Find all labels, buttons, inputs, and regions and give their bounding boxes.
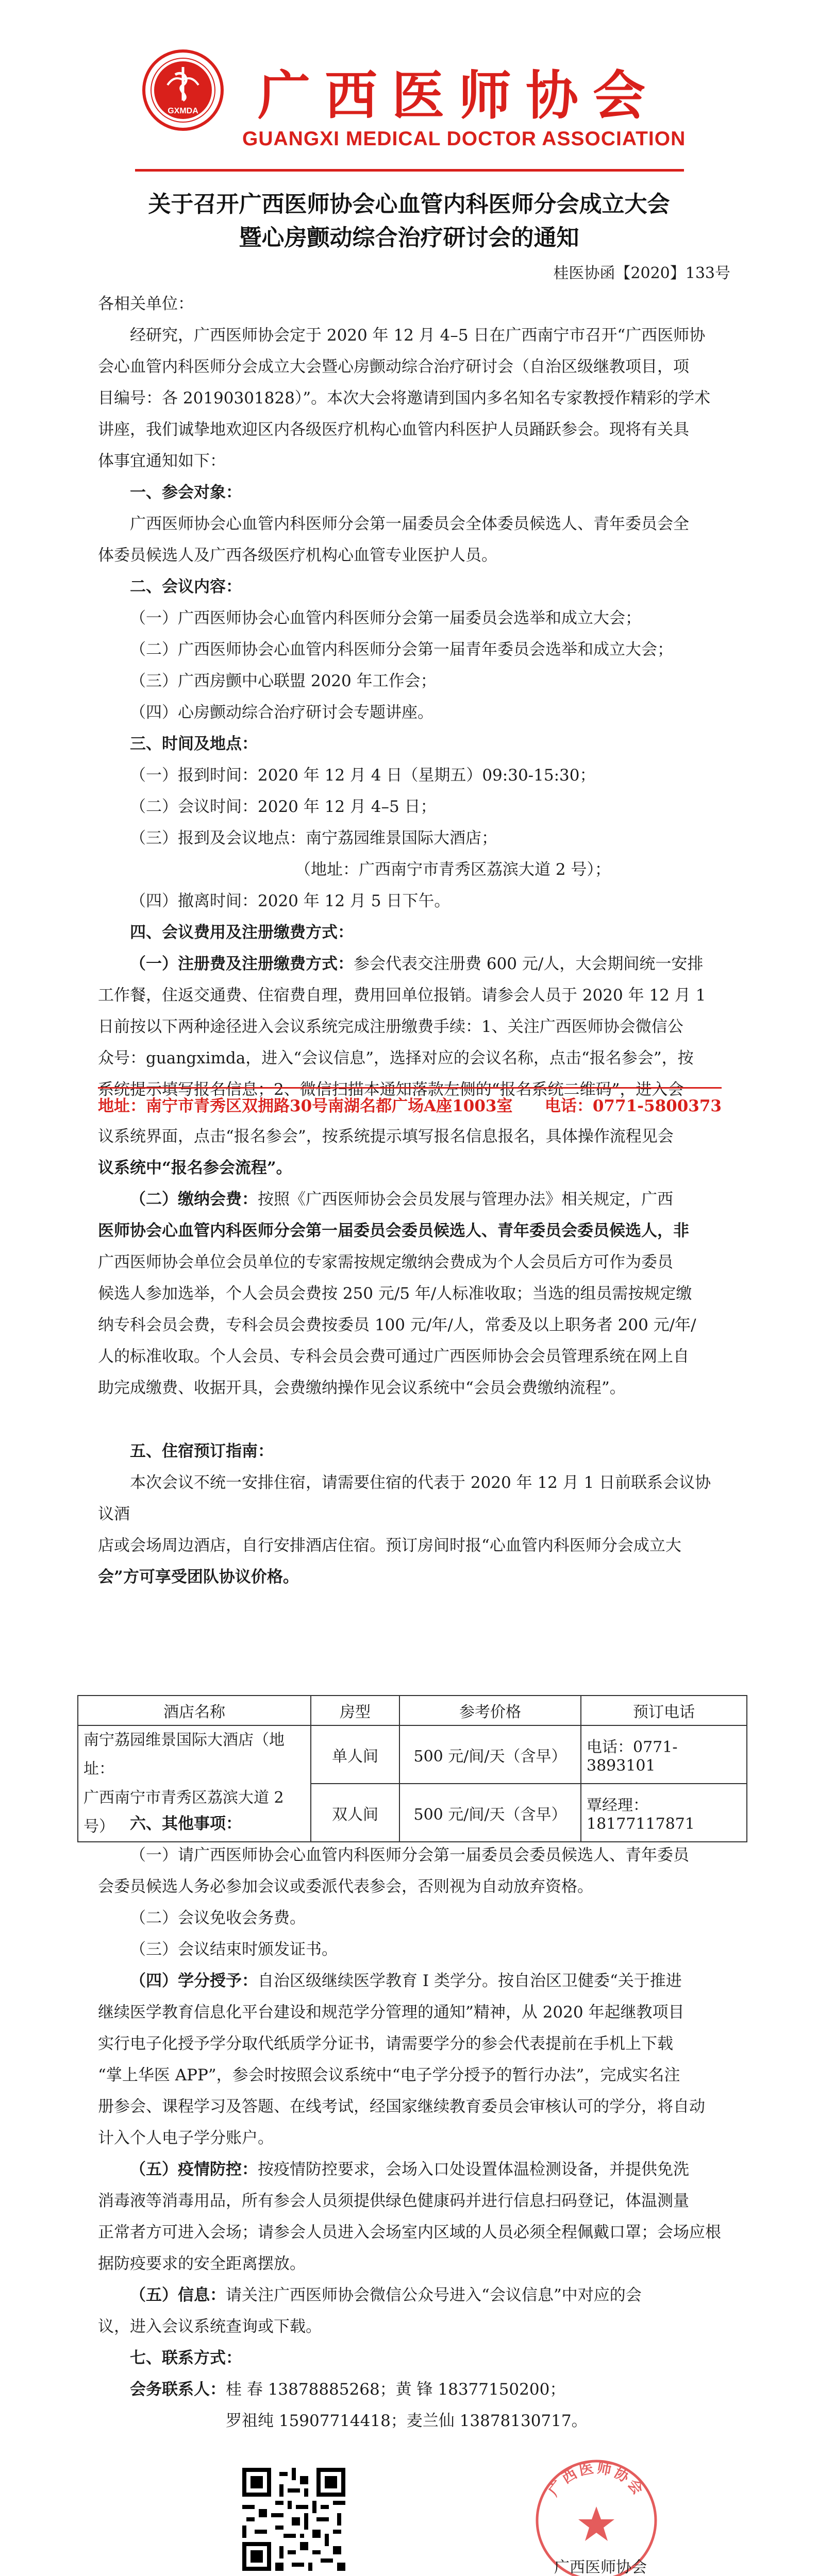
s6-line: （一）请广西医师协会心血管内科医师分会第一届委员会委员候选人、青年委员 — [130, 1846, 689, 1865]
s6-line: 继续医学教育信息化平台建设和规范学分管理的通知”精神，从 2020 年起继教项目 — [98, 2003, 685, 2022]
notice-title-line1: 关于召开广西医师协会心血管内科医师分会成立大会 — [148, 191, 670, 217]
s1-line: 体委员候选人及广西各级医疗机构心血管专业医护人员。 — [98, 546, 497, 565]
col-header-phone: 预订电话 — [581, 1696, 747, 1725]
s4-line — [98, 948, 722, 980]
s4-line: 议系统中“报名参会流程”。 — [98, 1159, 292, 1177]
col-header-hotel: 酒店名称 — [78, 1696, 311, 1725]
s6-line: 据防疫要求的安全距离摆放。 — [98, 2255, 306, 2273]
section-4-fee-paragraph-continued — [98, 1121, 722, 1184]
s3-item: （二）会议时间：2020 年 12 月 4–5 日； — [130, 798, 437, 816]
seal-text: 广西医师协会 — [545, 2459, 648, 2499]
contacts-list-1: 桂 春 13878885268；黄 锋 18377150200； — [226, 2380, 566, 2399]
s6-line: 计入个人电子学分账户。 — [98, 2129, 274, 2147]
org-name: 广西医师协会 — [258, 65, 660, 127]
s6-line: 册参会、课程学习及答题、在线考试，经国家继续教育委员会审核认可的学分，将自动 — [98, 2097, 705, 2116]
intro-line: 体事宜通知如下： — [98, 452, 226, 470]
room-type: 单人间 — [311, 1725, 399, 1784]
col-header-price: 参考价格 — [399, 1696, 581, 1725]
s4-p1-first: 参会代表交注册费 600 元/人，大会期间统一安排 — [354, 955, 704, 973]
org-name-english: GUANGXI MEDICAL DOCTOR ASSOCIATION — [242, 128, 686, 150]
section-4-membership-paragraph — [98, 1184, 722, 1404]
section-4-heading: 四、会议费用及注册缴费方式： — [130, 923, 354, 942]
s6-line: “掌上华医 APP”，参会时按照会议系统中“电子学分授予的暂行办法”，完成实名注 — [98, 2066, 680, 2084]
section-6-heading: 六、其他事项： — [130, 1815, 242, 1833]
greeting: 各相关单位： — [98, 295, 194, 313]
s6-line: 正常者方可进入会场；请参会人员进入会场室内区域的人员必须全程佩戴口罩；会场应根 — [98, 2223, 721, 2242]
s4-line: 候选人参加选举，个人会员会费按 250 元/5 年/人标准收取；当选的组员需按规定缴 — [98, 1284, 692, 1303]
contacts-label: 会务联系人： — [130, 2380, 226, 2399]
s6-line — [98, 2154, 722, 2185]
s6-line: （三）会议结束时颁发证书。 — [130, 1940, 338, 1959]
table-row — [78, 1725, 747, 1784]
hotel-table-header-row — [78, 1696, 747, 1725]
s6-line: （二）会议免收会务费。 — [130, 1909, 306, 1927]
s4-line: 医师协会心血管内科医师分会第一届委员会委员候选人、青年委员会委员候选人，非 — [98, 1222, 689, 1240]
letterhead — [0, 0, 818, 170]
s4-line: 广西医师协会单位会员单位的专家需按规定缴纳会费成为个人会员后方可作为委员 — [98, 1253, 673, 1272]
intro-line: 会心血管内科医师分会成立大会暨心房颤动综合治疗研讨会（自治区级继教项目，项 — [98, 358, 689, 376]
s2-item: （一）广西医师协会心血管内科医师分会第一届委员会选举和成立大会； — [130, 609, 641, 628]
intro-paragraph — [98, 320, 722, 477]
s6-line — [98, 1965, 722, 1997]
s4-p2-lead: （二）缴纳会费： — [130, 1190, 258, 1209]
s4-line: 议系统界面，点击“报名参会”，按系统提示填写报名信息报名，具体操作流程见会 — [98, 1127, 674, 1146]
section-5-heading: 五、住宿预订指南： — [130, 1442, 274, 1461]
hotel-name: 南宁荔园维景国际大酒店（地址： — [84, 1731, 285, 1778]
s6-p4-lead: （四）学分授予： — [130, 1972, 258, 1990]
s6-p4-first: 自治区级继续医学教育 I 类学分。按自治区卫健委“关于推进 — [258, 1972, 682, 1990]
room-price: 500 元/间/天（含早） — [399, 1784, 581, 1842]
s4-line: 系统提示填写报名信息；2、微信扫描本通知落款左侧的“报名系统二维码”，进入会 — [98, 1080, 684, 1099]
s6-line — [98, 2280, 722, 2311]
section-3-heading: 三、时间及地点： — [130, 735, 258, 753]
s6-p5-first: 按疫情防控要求，会场入口处设置体温检测设备，并提供免洗 — [258, 2160, 689, 2179]
section-4-fee-paragraph — [98, 948, 722, 1106]
s3-item: （四）撤离时间：2020 年 12 月 5 日下午。 — [130, 892, 450, 910]
s6-p6-first: 请关注广西医师协会微信公众号进入“会议信息”中对应的会 — [226, 2286, 642, 2304]
s6-line: 实行电子化授予学分取代纸质学分证书，请需要学分的参会代表提前在手机上下载 — [98, 2035, 673, 2053]
notice-title-line2: 暨心房颤动综合治疗研讨会的通知 — [239, 225, 579, 251]
s6-line: 议，进入会议系统查询或下载。 — [98, 2317, 322, 2336]
s5-line: 会”方可享受团队协议价格。 — [98, 1568, 299, 1586]
room-price: 500 元/间/天（含早） — [399, 1725, 581, 1784]
s4-line: 工作餐，住返交通费、住宿费自理，费用回单位报销。请参会人员于 2020 年 12 月 1 — [98, 986, 706, 1005]
s2-item: （二）广西医师协会心血管内科医师分会第一届青年委员会选举和成立大会； — [130, 640, 673, 659]
footer-phone: 电话：0771-5800373 — [544, 1097, 722, 1115]
contacts-line-1 — [130, 2374, 723, 2405]
s5-line: 本次会议不统一安排住宿，请需要住宿的代表于 2020 年 12 月 1 日前联系会议协议酒 — [98, 1473, 711, 1523]
hotel-address: 广西南宁市青秀区荔滨大道 2 号） — [84, 1789, 284, 1836]
booking-phone: 覃经理：18177117871 — [581, 1784, 747, 1842]
section-2-list — [130, 603, 723, 728]
s1-line: 广西医师协会心血管内科医师分会第一届委员会全体委员候选人、青年委员会全 — [130, 515, 689, 533]
document-number: 桂医协函【2020】133号 — [553, 264, 730, 282]
s4-line: 人的标准收取。个人会员、专科会员会费可通过广西医师协会会员管理系统在网上自 — [98, 1347, 689, 1366]
s6-p6-lead: （五）信息： — [130, 2286, 226, 2304]
s3-item: （地址：广西南宁市青秀区荔滨大道 2 号）； — [295, 860, 611, 879]
registration-qr-code[interactable] — [242, 2468, 345, 2571]
section-2-heading: 二、会议内容： — [130, 578, 242, 596]
section-1-heading: 一、参会对象： — [130, 483, 242, 502]
s6-line: 会委员候选人务必参加会议或委派代表参会，否则视为自动放弃资格。 — [98, 1877, 593, 1896]
s6-line: 消毒液等消毒用品，所有参会人员须提供绿色健康码并进行信息扫码登记，体温测量 — [98, 2192, 689, 2210]
association-logo — [142, 49, 224, 131]
signature-org: 广西医师协会 — [554, 2558, 647, 2576]
s4-line — [98, 1184, 722, 1215]
section-3-list — [130, 760, 723, 917]
section-1-body — [98, 509, 722, 571]
s4-line: 纳专科会员会费，专科会员会费按委员 100 元/年/人，常委及以上职务者 200 元/年/ — [98, 1316, 696, 1334]
s4-line: 众号：guangximda，进入“会议信息”，选择对应的会议名称，点击“报名参会”，按 — [98, 1049, 694, 1067]
s4-p2-first: 按照《广西医师协会会员发展与管理办法》相关规定，广西 — [258, 1190, 673, 1209]
s4-line: 助完成缴费、收据开具，会费缴纳操作见会议系统中“会员会费缴纳流程”。 — [98, 1379, 626, 1397]
col-header-room-type: 房型 — [311, 1696, 399, 1725]
intro-line: 讲座，我们诚挚地欢迎区内各级医疗机构心血管内科医护人员踊跃参会。现将有关具 — [98, 420, 689, 439]
s3-item: （一）报到时间：2020 年 12 月 4 日（星期五）09:30-15:30； — [130, 766, 596, 785]
meeting-contacts — [130, 2374, 723, 2437]
contacts-list-2: 罗祖纯 15907714418；麦兰仙 13878130717。 — [226, 2412, 588, 2430]
booking-phone: 电话：0771-3893101 — [581, 1725, 747, 1784]
section-5-body — [98, 1467, 722, 1593]
footer-address: 地址：南宁市青秀区双拥路30号南湖名都广场A座1003室 — [98, 1097, 513, 1115]
header-divider — [135, 169, 684, 172]
page-footer-address-bar — [98, 1087, 722, 1117]
s5-line: 店或会场周边酒店，自行安排酒店住宿。预订房间时报“心血管内科医师分会成立大 — [98, 1536, 681, 1555]
intro-line: 经研究，广西医师协会定于 2020 年 12 月 4–5 日在广西南宁市召开“广西医师协 — [130, 326, 706, 345]
section-6-body — [98, 1840, 722, 2343]
intro-line: 目编号：各 20190301828）”。本次大会将邀请到国内多名知名专家教授作精彩的学术 — [98, 389, 711, 408]
s2-item: （四）心房颤动综合治疗研讨会专题讲座。 — [130, 703, 433, 722]
s2-item: （三）广西房颤中心联盟 2020 年工作会； — [130, 672, 437, 690]
s4-p1-lead: （一）注册费及注册缴费方式： — [130, 955, 354, 973]
svg-text:GXMDA: GXMDA — [168, 107, 198, 115]
s6-p5-lead: （五）疫情防控： — [130, 2160, 258, 2179]
s4-line: 日前按以下两种途径进入会议系统完成注册缴费手续：1、关注广西医师协会微信公 — [98, 1018, 683, 1036]
s3-item: （三）报到及会议地点：南宁荔园维景国际大酒店； — [130, 829, 497, 848]
room-type: 双人间 — [311, 1784, 399, 1842]
section-7-heading: 七、联系方式： — [130, 2349, 242, 2367]
